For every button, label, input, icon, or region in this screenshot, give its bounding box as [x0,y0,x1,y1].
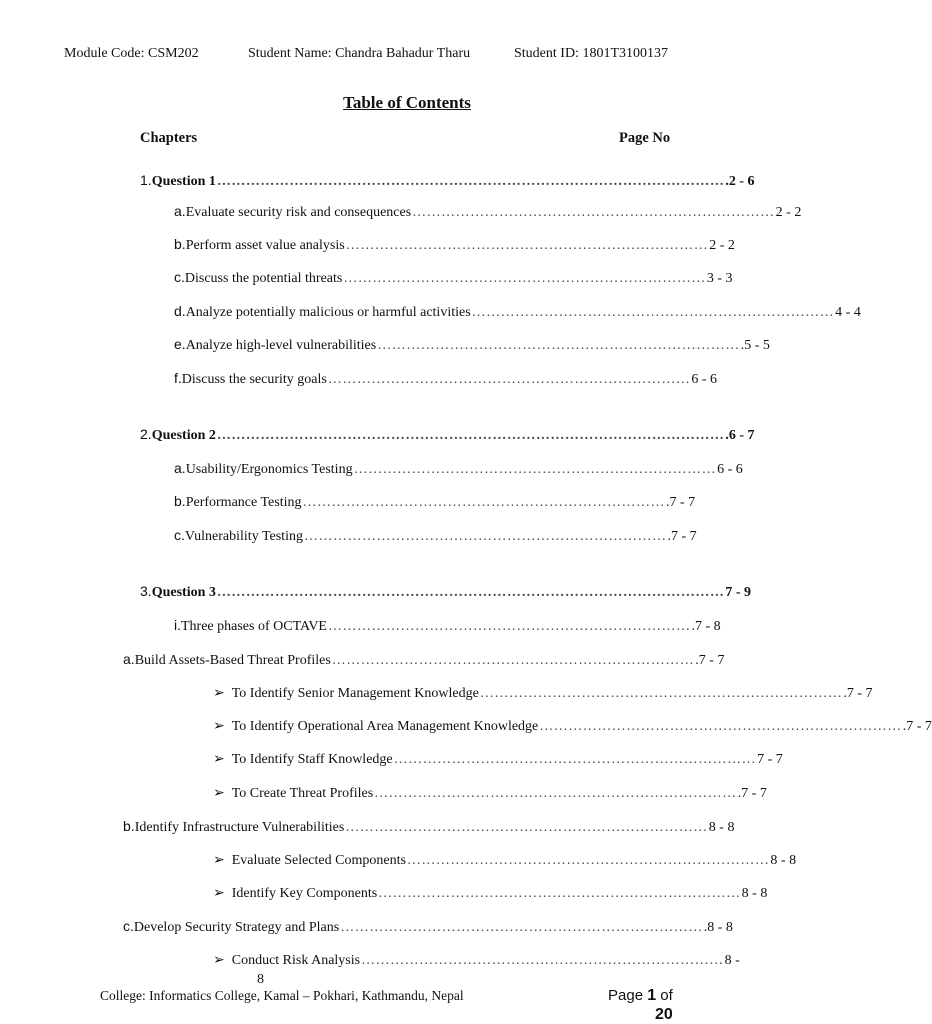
toc-letter: b. [123,818,135,834]
dot-leader: ………………………………………………………………… [393,752,757,767]
toc-label: To Identify Staff Knowledge [231,752,393,767]
toc-letter: c. [123,918,134,934]
toc-entry-1b[interactable] [174,236,735,254]
toc-entry-3b-1[interactable] [213,851,797,869]
page-word: Page [608,987,644,1004]
toc-letter: a. [123,651,135,667]
toc-label: Question 2 [151,428,216,443]
arrow-bullet-icon: ➢ [213,951,225,967]
toc-label: Evaluate Selected Components [231,853,406,868]
toc-label: Three phases of OCTAVE [181,619,327,634]
footer-college: College: Informatics College, Kamal – Pokhari, Kathmandu, Nepal [100,988,464,1003]
toc-page-range: .7 - 8 [691,619,721,634]
toc-page-range: 4 - 4 [835,305,861,320]
dot-leader: ………………………………………………………………… [343,271,706,286]
toc-page-range-wrap: 8 [257,972,264,987]
toc-page-range: 8 - 8 [741,886,768,901]
toc-entry-2c[interactable] [174,527,697,545]
column-header-page-no: Page No [619,130,671,146]
toc-entry-3a-4[interactable] [213,784,767,802]
toc-label: Question 1 [151,174,216,189]
toc-page-range: .8 - 8 [703,920,733,935]
toc-entry-2a[interactable] [174,460,743,478]
toc-entry-question-2[interactable] [140,426,755,444]
toc-page-range: 8 - 8 [708,820,735,835]
toc-entry-3b[interactable] [123,818,735,836]
toc-label: Discuss the potential threats [184,271,343,286]
toc-page-range: .7 - 7 [665,495,696,510]
toc-letter: f. [174,370,182,386]
arrow-bullet-icon: ➢ [213,750,225,766]
toc-entry-question-3[interactable] [140,583,752,601]
toc-entry-1a[interactable] [174,203,802,221]
toc-entry-1d[interactable] [174,303,861,321]
toc-label: To Identify Senior Management Knowledge [231,686,479,701]
toc-page-range: .7 - 7 [737,786,767,801]
toc-page-range: 6 - 6 [717,462,743,477]
toc-entry-question-1[interactable] [140,172,755,190]
arrow-bullet-icon: ➢ [213,684,225,700]
dot-leader: ………………………………………………………………… [327,372,691,387]
toc-label: To Create Threat Profiles [231,786,374,801]
toc-label: Evaluate security risk and consequences [185,205,412,220]
toc-page-range: .6 - 7 [725,428,755,443]
toc-page-range: 7 - 7 [757,752,783,767]
dot-leader: …………………………………………………………………………………………… [216,585,725,600]
dot-leader: ………………………………………………………………… [345,238,709,253]
header-student-name: Student Name: Chandra Bahadur Tharu [248,46,471,61]
arrow-bullet-icon: ➢ [213,717,225,733]
toc-label: Analyze high-level vulnerabilities [185,338,377,353]
toc-letter: b. [174,493,186,509]
arrow-bullet-icon: ➢ [213,884,225,900]
toc-page-range: 2 - 2 [775,205,802,220]
toc-page-range: 7 - 9 [725,585,752,600]
dot-leader: ………………………………………………………………… [479,686,843,701]
toc-page-range: 3 - 3 [706,271,733,286]
toc-label: Conduct Risk Analysis [231,953,361,968]
dot-leader: ………………………………………………………………… [303,529,667,544]
toc-letter: e. [174,336,186,352]
toc-entry-3a[interactable] [123,651,725,669]
page-title: Table of Contents [343,93,471,112]
toc-letter: c. [174,527,185,543]
dot-leader: ………………………………………………………………… [374,786,737,801]
current-page: 1 [647,987,657,1004]
toc-entry-3i[interactable] [174,617,721,635]
dot-leader: ………………………………………………………………… [361,953,724,968]
dot-leader: ………………………………………………………………… [331,653,695,668]
toc-page-range: 8 - [724,953,740,968]
toc-page-range: .7 - 7 [902,719,932,734]
of-word: of [660,987,673,1004]
toc-entry-1e[interactable] [174,336,770,354]
toc-letter: d. [174,303,186,319]
dot-leader: ………………………………………………………………… [340,920,703,935]
header-student-id: Student ID: 1801T3100137 [514,46,668,61]
toc-page-range: .7 - 7 [695,653,725,668]
dot-leader: …………………………………………………………………………………………… [216,428,725,443]
toc-entry-1f[interactable] [174,370,717,388]
toc-label: Performance Testing [185,495,302,510]
toc-entry-3a-1[interactable] [213,684,873,702]
column-header-chapters: Chapters [140,130,198,146]
toc-entry-3a-2[interactable] [213,717,932,735]
dot-leader: ………………………………………………………………… [406,853,770,868]
toc-entry-3b-2[interactable] [213,884,768,902]
toc-entry-1c[interactable] [174,269,733,287]
toc-letter: a. [174,203,186,219]
toc-letter: a. [174,460,186,476]
toc-entry-3c-1[interactable] [213,951,740,969]
toc-label: To Identify Operational Area Management Knowledge [231,719,539,734]
toc-label: Vulnerability Testing [184,529,303,544]
toc-page-range: .5 - 5 [740,338,770,353]
toc-label: Analyze potentially malicious or harmful activities [185,305,471,320]
toc-number: 3. [140,583,152,599]
toc-label: Question 3 [151,585,216,600]
toc-label: Perform asset value analysis [185,238,345,253]
toc-entry-2b[interactable] [174,493,696,511]
toc-label: Identify Infrastructure Vulnerabilities [134,820,345,835]
dot-leader: ………………………………………………………………… [412,205,775,220]
toc-label: Build Assets-Based Threat Profiles [134,653,331,668]
dot-leader: ………………………………………………………………… [327,619,691,634]
dot-leader: ………………………………………………………………… [378,886,741,901]
arrow-bullet-icon: ➢ [213,851,225,867]
dot-leader: …………………………………………………………………………………………… [216,174,725,189]
toc-number: 2. [140,426,152,442]
toc-number: 1. [140,172,152,188]
toc-label: Identify Key Components [231,886,378,901]
toc-page-range: .2 - 6 [725,174,755,189]
toc-letter: c. [174,269,185,285]
dot-leader: ………………………………………………………………… [302,495,665,510]
toc-page-range: 6 - 6 [691,372,717,387]
arrow-bullet-icon: ➢ [213,784,225,800]
toc-label: Develop Security Strategy and Plans [133,920,340,935]
toc-label: Usability/Ergonomics Testing [185,462,353,477]
dot-leader: ………………………………………………………………… [353,462,717,477]
toc-page-range: .7 - 7 [843,686,873,701]
dot-leader: ………………………………………………………………… [471,305,835,320]
dot-leader: ………………………………………………………………… [539,719,902,734]
toc-page-range: .7 - 7 [667,529,697,544]
total-pages: 20 [655,1006,673,1023]
header-module-code: Module Code: CSM202 [64,46,199,61]
footer-page-number [608,986,673,1024]
toc-letter: b. [174,236,186,252]
toc-page-range: 8 - 8 [770,853,797,868]
toc-label: Discuss the security goals [181,372,327,387]
toc-entry-3a-3[interactable] [213,750,783,768]
toc-numeral: i. [174,617,181,633]
toc-entry-3c[interactable] [123,918,733,936]
dot-leader: ………………………………………………………………… [345,820,708,835]
toc-page-range: 2 - 2 [709,238,735,253]
dot-leader: ………………………………………………………………… [377,338,740,353]
